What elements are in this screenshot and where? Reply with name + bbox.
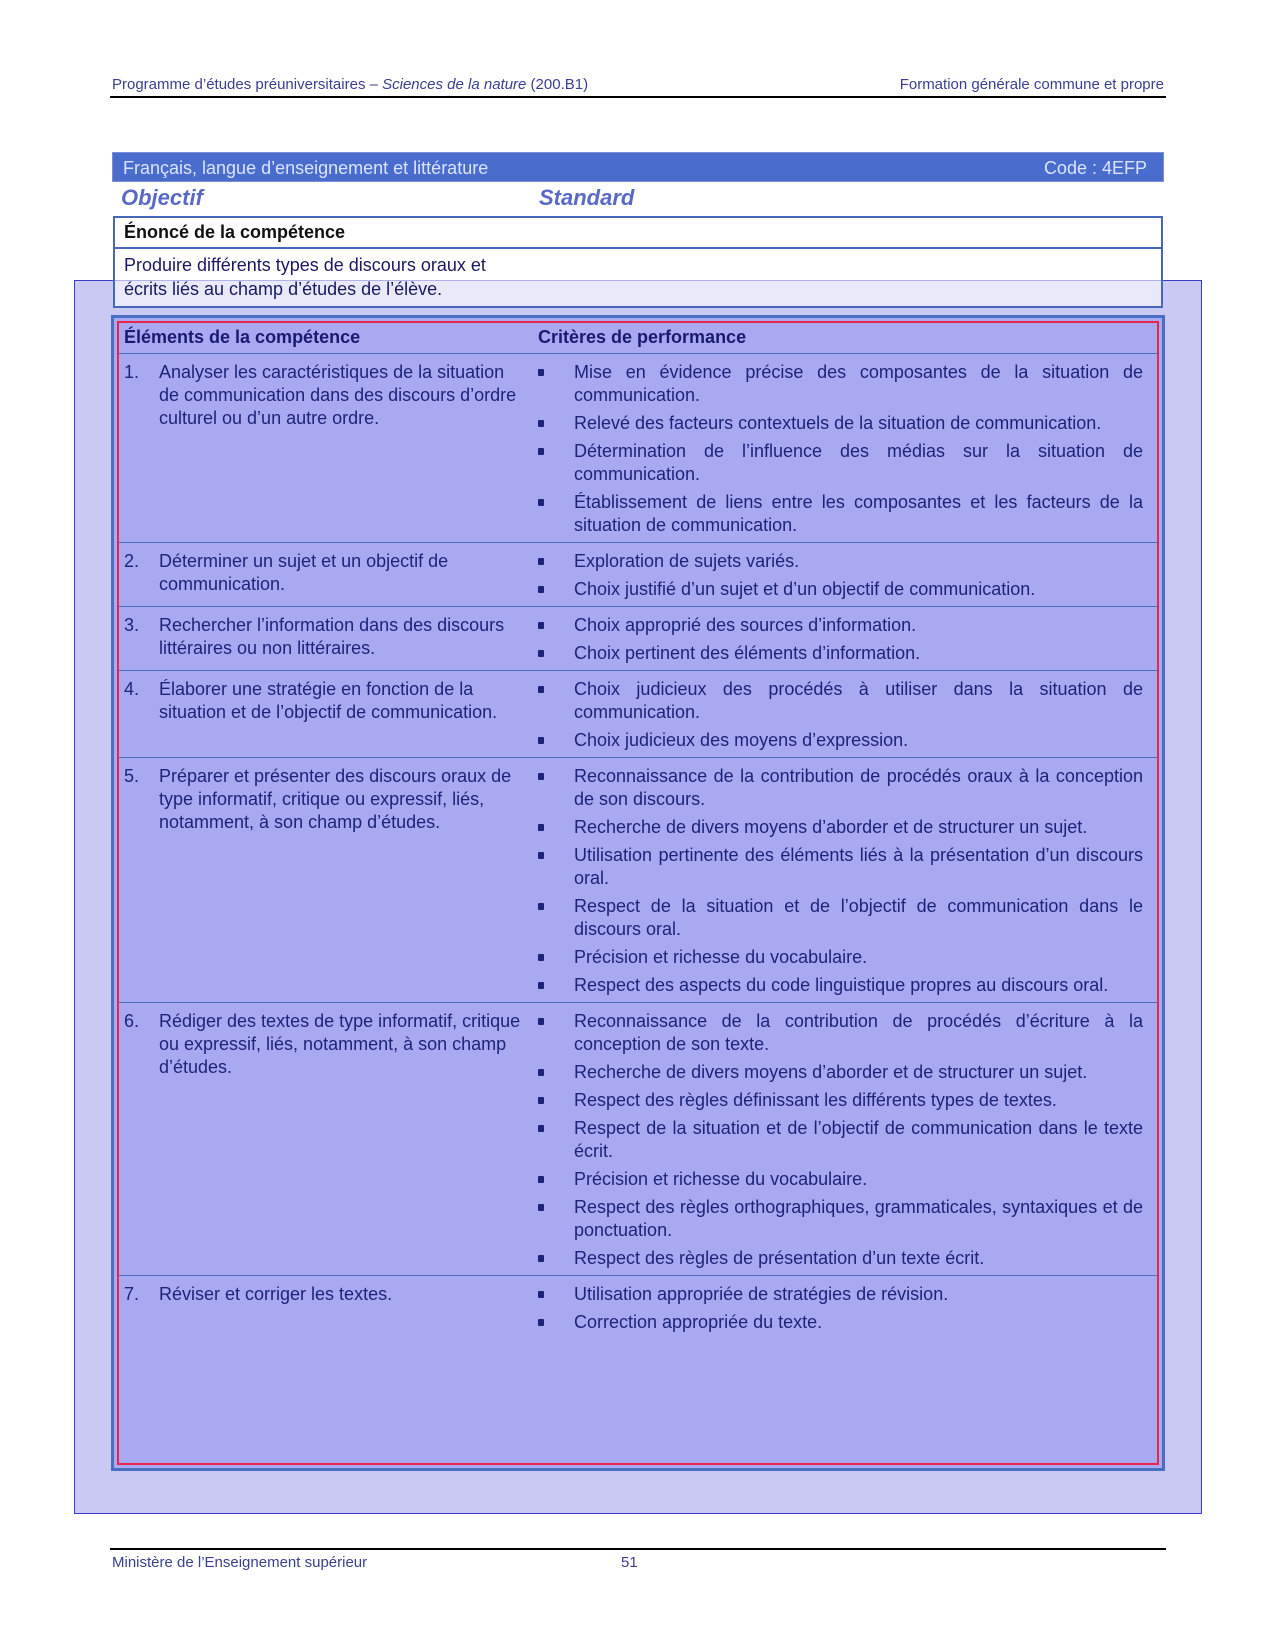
criterion-text: Reconnaissance de la contribution de procédés d’écriture à la conception de son texte. <box>574 1011 1143 1054</box>
criterion-text: Détermination de l’influence des médias sur la situation de communication. <box>574 441 1143 484</box>
element-text: Rechercher l’information dans des discours littéraires ou non littéraires. <box>159 615 505 658</box>
course-title: Français, langue d’enseignement et littérature <box>123 158 489 178</box>
criterion-text: Choix judicieux des moyens d’expression. <box>574 730 909 750</box>
table-row <box>119 758 1157 1003</box>
course-code: Code : 4EFP <box>1043 158 1147 178</box>
criterion-text: Choix pertinent des éléments d’information. <box>574 643 921 663</box>
criterion-item <box>538 1168 1143 1191</box>
criterion-text: Établissement de liens entre les composantes et les facteurs de la situation de communication. <box>574 492 1143 535</box>
criterion-item <box>538 1283 1143 1306</box>
bullet-icon <box>538 440 574 486</box>
program-code: (200.B1) <box>526 76 589 93</box>
table-body <box>119 354 1157 1339</box>
table-row <box>119 543 1157 607</box>
criterion-item <box>538 1089 1143 1112</box>
element-number: 7. <box>124 1284 140 1304</box>
competence-heading: Énoncé de la compétence <box>115 218 1161 249</box>
criterion-item <box>538 412 1143 435</box>
competence-statement: Produire différents types de discours oraux et écrits liés au champ d’études de l’élève. <box>124 255 486 299</box>
table-row <box>119 1003 1157 1276</box>
criterion-text: Respect des règles orthographiques, grammaticales, syntaxiques et de ponctuation. <box>574 1197 1143 1240</box>
criterion-text: Correction appropriée du texte. <box>574 1312 823 1332</box>
table-row <box>119 354 1157 543</box>
bullet-icon <box>538 816 574 839</box>
bullet-icon <box>538 1311 574 1334</box>
criterion-text: Utilisation appropriée de stratégies de révision. <box>574 1284 949 1304</box>
criteria-cell <box>533 1276 1157 1339</box>
criterion-item <box>538 729 1143 752</box>
criteria-cell <box>533 543 1157 606</box>
criteria-cell <box>533 671 1157 757</box>
ministry-name: Ministère de l’Enseignement supérieur <box>112 1554 368 1571</box>
criterion-text: Reconnaissance de la contribution de procédés oraux à la conception de son discours. <box>574 766 1143 809</box>
element-number: 5. <box>124 766 140 786</box>
criterion-item <box>538 678 1143 724</box>
page-header <box>110 74 1166 98</box>
bullet-icon <box>538 1283 574 1306</box>
criterion-text: Recherche de divers moyens d’aborder et de structurer un sujet. <box>574 817 1088 837</box>
bullet-icon <box>538 578 574 601</box>
bullet-icon <box>538 974 574 997</box>
element-number: 1. <box>124 362 140 382</box>
bullet-icon <box>538 491 574 537</box>
criteria-cell <box>533 758 1157 1002</box>
element-number: 2. <box>124 551 140 571</box>
bullet-icon <box>538 550 574 573</box>
element-text: Déterminer un sujet et un objectif de communication. <box>159 551 449 594</box>
bullet-icon <box>538 412 574 435</box>
bullet-icon <box>538 765 574 811</box>
bullet-icon <box>538 1089 574 1112</box>
bullet-icon <box>538 1117 574 1163</box>
bullet-icon <box>538 1168 574 1191</box>
criterion-text: Relevé des facteurs contextuels de la situation de communication. <box>574 413 1102 433</box>
criteria-cell <box>533 1003 1157 1275</box>
criterion-text: Respect de la situation et de l’objectif de communication dans le discours oral. <box>574 896 1143 939</box>
criterion-item <box>538 816 1143 839</box>
element-number: 6. <box>124 1011 140 1031</box>
page-number: 51 <box>621 1554 638 1571</box>
bullet-icon <box>538 895 574 941</box>
criterion-text: Précision et richesse du vocabulaire. <box>574 1169 868 1189</box>
bullet-icon <box>538 946 574 969</box>
program-name: Sciences de la nature <box>382 76 527 93</box>
course-bar <box>112 152 1164 182</box>
element-cell <box>119 607 533 670</box>
criterion-item <box>538 946 1143 969</box>
element-cell <box>119 758 533 1002</box>
criterion-item <box>538 440 1143 486</box>
bullet-icon <box>538 1061 574 1084</box>
col-elements-header: Éléments de la compétence <box>124 327 361 347</box>
standard-heading: Standard <box>539 185 635 210</box>
element-cell <box>119 671 533 757</box>
criterion-text: Exploration de sujets variés. <box>574 551 800 571</box>
bullet-icon <box>538 678 574 724</box>
objective-heading: Objectif <box>121 185 203 210</box>
criterion-text: Respect des règles définissant les différents types de textes. <box>574 1090 1057 1110</box>
element-cell <box>119 354 533 542</box>
element-text: Réviser et corriger les textes. <box>159 1284 393 1304</box>
criterion-text: Choix judicieux des procédés à utiliser dans la situation de communication. <box>574 679 1143 722</box>
bullet-icon <box>538 361 574 407</box>
criterion-item <box>538 1061 1143 1084</box>
criterion-text: Choix approprié des sources d’information. <box>574 615 917 635</box>
criterion-text: Utilisation pertinente des éléments liés à la présentation d’un discours oral. <box>574 845 1143 888</box>
criterion-item <box>538 844 1143 890</box>
criterion-text: Respect des règles de présentation d’un texte écrit. <box>574 1248 985 1268</box>
element-cell <box>119 1003 533 1275</box>
criterion-item <box>538 1117 1143 1163</box>
criterion-text: Précision et richesse du vocabulaire. <box>574 947 868 967</box>
program-title <box>112 76 588 93</box>
criterion-text: Respect de la situation et de l’objectif de communication dans le texte écrit. <box>574 1118 1143 1161</box>
bullet-icon <box>538 844 574 890</box>
element-number: 4. <box>124 679 140 699</box>
training-type: Formation générale commune et propre <box>899 76 1164 93</box>
element-cell <box>119 1276 533 1339</box>
criteria-cell <box>533 354 1157 542</box>
element-text: Rédiger des textes de type informatif, critique ou expressif, liés, notamment, à son champ d’études. <box>159 1011 521 1077</box>
bullet-icon <box>538 1247 574 1270</box>
criterion-text: Mise en évidence précise des composantes de la situation de communication. <box>574 362 1143 405</box>
table-row <box>119 1276 1157 1339</box>
page-footer <box>110 1548 1166 1572</box>
criterion-item <box>538 1311 1143 1334</box>
bullet-icon <box>538 1196 574 1242</box>
element-text: Préparer et présenter des discours oraux de type informatif, critique ou expressif, liés, notamment, à son champ d’études. <box>159 766 512 832</box>
competence-table-inner <box>117 321 1159 1465</box>
element-text: Analyser les caractéristiques de la situation de communication dans des discours d’ordre culturel ou d’un autre ordre. <box>159 362 517 428</box>
table-header <box>119 323 1157 354</box>
element-number: 3. <box>124 615 140 635</box>
competence-table <box>111 315 1165 1471</box>
program-prefix: Programme d’études préuniversitaires – <box>112 76 383 93</box>
criterion-text: Recherche de divers moyens d’aborder et de structurer un sujet. <box>574 1062 1088 1082</box>
criterion-item <box>538 974 1143 997</box>
bullet-icon <box>538 642 574 665</box>
criterion-item <box>538 361 1143 407</box>
criterion-item <box>538 491 1143 537</box>
competence-statement-box <box>113 216 1163 308</box>
criterion-item <box>538 578 1143 601</box>
criteria-cell <box>533 607 1157 670</box>
criterion-item <box>538 765 1143 811</box>
bullet-icon <box>538 729 574 752</box>
criterion-item <box>538 642 1143 665</box>
criterion-item <box>538 614 1143 637</box>
element-text: Élaborer une stratégie en fonction de la situation et de l’objectif de communication. <box>159 679 498 722</box>
criterion-item <box>538 1010 1143 1056</box>
bullet-icon <box>538 614 574 637</box>
criterion-item <box>538 550 1143 573</box>
bullet-icon <box>538 1010 574 1056</box>
criterion-text: Respect des aspects du code linguistique propres au discours oral. <box>574 975 1109 995</box>
element-cell <box>119 543 533 606</box>
criterion-item <box>538 1196 1143 1242</box>
table-row <box>119 671 1157 758</box>
criterion-item <box>538 1247 1143 1270</box>
criterion-text: Choix justifié d’un sujet et d’un objectif de communication. <box>574 579 1036 599</box>
table-row <box>119 607 1157 671</box>
criterion-item <box>538 895 1143 941</box>
col-criteria-header: Critères de performance <box>538 327 747 347</box>
